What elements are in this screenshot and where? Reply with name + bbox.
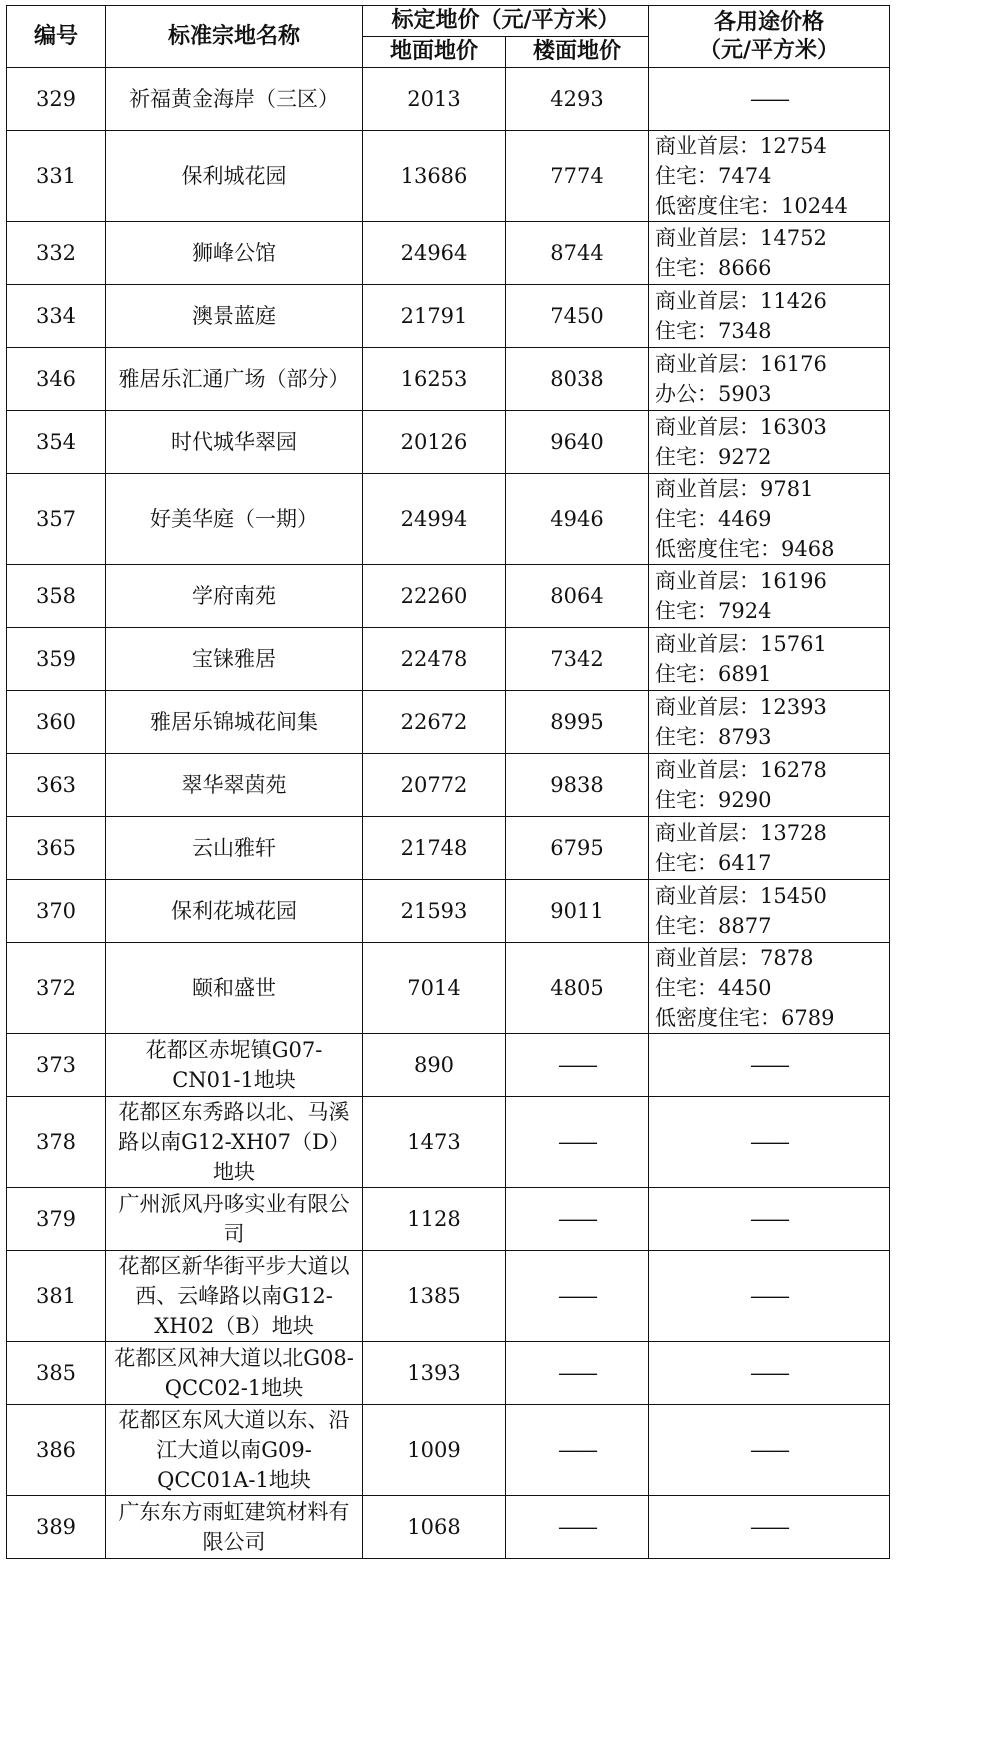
use-price-line: —— <box>750 1515 789 1539</box>
cell-num: 334 <box>7 285 106 348</box>
use-price-line: —— <box>750 87 789 111</box>
use-price-line: 商业首层：16303 <box>655 415 827 439</box>
cell-name: 花都区东风大道以东、沿江大道以南G09-QCC01A-1地块 <box>106 1405 363 1496</box>
header-price-group: 标定地价（元/平方米） <box>363 6 649 37</box>
cell-name: 学府南苑 <box>106 565 363 628</box>
use-price-line: 低密度住宅：9468 <box>655 537 835 561</box>
use-price-line: 住宅：9272 <box>655 445 772 469</box>
table-row <box>7 1034 890 1097</box>
cell-name: 雅居乐锦城花间集 <box>106 691 363 754</box>
cell-floor-price: —— <box>506 1251 649 1342</box>
cell-floor-price: 4293 <box>506 68 649 131</box>
cell-floor-price: 8995 <box>506 691 649 754</box>
use-price-line: 低密度住宅：10244 <box>655 194 848 218</box>
cell-floor-price: 7774 <box>506 131 649 222</box>
cell-name: 颐和盛世 <box>106 943 363 1034</box>
cell-floor-price: —— <box>506 1034 649 1097</box>
cell-name: 花都区赤坭镇G07-CN01-1地块 <box>106 1034 363 1097</box>
table-row <box>7 1097 890 1188</box>
table-row <box>7 1188 890 1251</box>
cell-floor-price: 4805 <box>506 943 649 1034</box>
cell-name: 云山雅轩 <box>106 817 363 880</box>
cell-use-prices <box>649 131 890 222</box>
cell-use-prices <box>649 1034 890 1097</box>
cell-num: 359 <box>7 628 106 691</box>
cell-use-prices <box>649 411 890 474</box>
use-price-line: 住宅：8877 <box>655 914 772 938</box>
cell-use-prices <box>649 943 890 1034</box>
table-row <box>7 1251 890 1342</box>
cell-name: 广东东方雨虹建筑材料有限公司 <box>106 1496 363 1559</box>
use-price-line: 商业首层：16196 <box>655 569 827 593</box>
use-price-line: 住宅：8666 <box>655 256 772 280</box>
table-row <box>7 68 890 131</box>
cell-floor-price: —— <box>506 1188 649 1251</box>
use-price-line: —— <box>750 1284 789 1308</box>
cell-name: 澳景蓝庭 <box>106 285 363 348</box>
cell-name: 宝铼雅居 <box>106 628 363 691</box>
table-row <box>7 754 890 817</box>
cell-use-prices <box>649 285 890 348</box>
cell-use-prices <box>649 1251 890 1342</box>
cell-num: 331 <box>7 131 106 222</box>
cell-land-price: 7014 <box>363 943 506 1034</box>
cell-num: 389 <box>7 1496 106 1559</box>
use-price-line: 住宅：4469 <box>655 507 772 531</box>
cell-name: 翠华翠茵苑 <box>106 754 363 817</box>
header-land-price: 地面地价 <box>363 37 506 68</box>
use-price-line: 住宅：9290 <box>655 788 772 812</box>
use-price-line: 商业首层：13728 <box>655 821 827 845</box>
use-price-line: 商业首层：11426 <box>655 289 827 313</box>
cell-num: 346 <box>7 348 106 411</box>
cell-floor-price: 7450 <box>506 285 649 348</box>
cell-floor-price: 9838 <box>506 754 649 817</box>
cell-floor-price: —— <box>506 1342 649 1405</box>
use-price-line: 商业首层：7878 <box>655 946 814 970</box>
cell-land-price: 1393 <box>363 1342 506 1405</box>
cell-use-prices <box>649 817 890 880</box>
cell-name: 花都区风神大道以北G08-QCC02-1地块 <box>106 1342 363 1405</box>
use-price-line: 住宅：6417 <box>655 851 772 875</box>
cell-num: 370 <box>7 880 106 943</box>
cell-land-price: 16253 <box>363 348 506 411</box>
cell-num: 360 <box>7 691 106 754</box>
cell-num: 332 <box>7 222 106 285</box>
cell-num: 378 <box>7 1097 106 1188</box>
cell-name: 雅居乐汇通广场（部分） <box>106 348 363 411</box>
cell-use-prices <box>649 628 890 691</box>
use-price-line: 住宅：4450 <box>655 976 772 1000</box>
cell-num: 363 <box>7 754 106 817</box>
cell-floor-price: 9640 <box>506 411 649 474</box>
cell-floor-price: 8744 <box>506 222 649 285</box>
use-price-line: —— <box>750 1438 789 1462</box>
table-row <box>7 285 890 348</box>
use-price-line: —— <box>750 1361 789 1385</box>
cell-floor-price: 9011 <box>506 880 649 943</box>
cell-use-prices <box>649 1342 890 1405</box>
cell-floor-price: —— <box>506 1097 649 1188</box>
cell-land-price: 22478 <box>363 628 506 691</box>
table-row <box>7 691 890 754</box>
table-row <box>7 131 890 222</box>
cell-name: 保利城花园 <box>106 131 363 222</box>
cell-num: 354 <box>7 411 106 474</box>
use-price-line: 低密度住宅：6789 <box>655 1006 835 1030</box>
header-use-price <box>649 6 890 68</box>
use-price-line: 商业首层：15450 <box>655 884 827 908</box>
cell-land-price: 20772 <box>363 754 506 817</box>
header-use-line2: （元/平方米） <box>698 37 840 63</box>
cell-use-prices <box>649 68 890 131</box>
use-price-line: 商业首层：16176 <box>655 352 827 376</box>
cell-land-price: 1068 <box>363 1496 506 1559</box>
cell-num: 329 <box>7 68 106 131</box>
cell-land-price: 1128 <box>363 1188 506 1251</box>
cell-land-price: 20126 <box>363 411 506 474</box>
cell-use-prices <box>649 691 890 754</box>
table-row <box>7 943 890 1034</box>
cell-floor-price: 6795 <box>506 817 649 880</box>
cell-name: 祈福黄金海岸（三区） <box>106 68 363 131</box>
table-row <box>7 411 890 474</box>
cell-name: 狮峰公馆 <box>106 222 363 285</box>
cell-num: 372 <box>7 943 106 1034</box>
cell-use-prices <box>649 474 890 565</box>
cell-land-price: 21593 <box>363 880 506 943</box>
header-floor-price: 楼面地价 <box>506 37 649 68</box>
use-price-line: 商业首层：15761 <box>655 632 827 656</box>
cell-floor-price: 8038 <box>506 348 649 411</box>
cell-floor-price: —— <box>506 1405 649 1496</box>
cell-name: 好美华庭（一期） <box>106 474 363 565</box>
cell-num: 365 <box>7 817 106 880</box>
cell-name: 时代城华翠园 <box>106 411 363 474</box>
table-row <box>7 348 890 411</box>
use-price-line: —— <box>750 1207 789 1231</box>
cell-use-prices <box>649 348 890 411</box>
cell-use-prices <box>649 1405 890 1496</box>
use-price-line: 住宅：7348 <box>655 319 772 343</box>
cell-num: 385 <box>7 1342 106 1405</box>
use-price-line: 商业首层：12754 <box>655 134 827 158</box>
header-name: 标准宗地名称 <box>106 6 363 68</box>
cell-name: 广州派风丹哆实业有限公司 <box>106 1188 363 1251</box>
use-price-line: 商业首层：16278 <box>655 758 827 782</box>
use-price-line: —— <box>750 1130 789 1154</box>
cell-land-price: 22260 <box>363 565 506 628</box>
cell-num: 379 <box>7 1188 106 1251</box>
cell-num: 373 <box>7 1034 106 1097</box>
cell-num: 386 <box>7 1405 106 1496</box>
cell-floor-price: 4946 <box>506 474 649 565</box>
use-price-line: 住宅：6891 <box>655 662 772 686</box>
cell-land-price: 22672 <box>363 691 506 754</box>
cell-num: 381 <box>7 1251 106 1342</box>
table-row <box>7 880 890 943</box>
cell-name: 花都区东秀路以北、马溪路以南G12-XH07（D）地块 <box>106 1097 363 1188</box>
cell-land-price: 21791 <box>363 285 506 348</box>
cell-name: 保利花城花园 <box>106 880 363 943</box>
table-row <box>7 565 890 628</box>
table-row <box>7 222 890 285</box>
cell-land-price: 1009 <box>363 1405 506 1496</box>
use-price-line: 住宅：7924 <box>655 599 772 623</box>
use-price-line: 商业首层：9781 <box>655 477 814 501</box>
cell-land-price: 13686 <box>363 131 506 222</box>
header-num: 编号 <box>7 6 106 68</box>
table-row <box>7 628 890 691</box>
table-row <box>7 1405 890 1496</box>
table-row <box>7 1496 890 1559</box>
cell-floor-price: 7342 <box>506 628 649 691</box>
cell-use-prices <box>649 880 890 943</box>
cell-use-prices <box>649 754 890 817</box>
land-price-table <box>6 5 890 1559</box>
cell-land-price: 1385 <box>363 1251 506 1342</box>
table-header <box>7 6 890 68</box>
cell-num: 358 <box>7 565 106 628</box>
header-use-line1: 各用途价格 <box>714 9 825 35</box>
cell-use-prices <box>649 1097 890 1188</box>
use-price-line: 商业首层：12393 <box>655 695 827 719</box>
table-row <box>7 474 890 565</box>
cell-land-price: 890 <box>363 1034 506 1097</box>
cell-floor-price: 8064 <box>506 565 649 628</box>
table-row <box>7 1342 890 1405</box>
table-row <box>7 817 890 880</box>
cell-land-price: 24964 <box>363 222 506 285</box>
cell-use-prices <box>649 222 890 285</box>
cell-floor-price: —— <box>506 1496 649 1559</box>
cell-num: 357 <box>7 474 106 565</box>
use-price-line: 住宅：8793 <box>655 725 772 749</box>
cell-land-price: 24994 <box>363 474 506 565</box>
cell-land-price: 21748 <box>363 817 506 880</box>
use-price-line: 办公：5903 <box>655 382 772 406</box>
cell-use-prices <box>649 565 890 628</box>
use-price-line: 商业首层：14752 <box>655 226 827 250</box>
cell-use-prices <box>649 1496 890 1559</box>
cell-use-prices <box>649 1188 890 1251</box>
use-price-line: —— <box>750 1053 789 1077</box>
cell-land-price: 2013 <box>363 68 506 131</box>
use-price-line: 住宅：7474 <box>655 164 772 188</box>
cell-name: 花都区新华街平步大道以西、云峰路以南G12-XH02（B）地块 <box>106 1251 363 1342</box>
table-body <box>7 68 890 1559</box>
cell-land-price: 1473 <box>363 1097 506 1188</box>
